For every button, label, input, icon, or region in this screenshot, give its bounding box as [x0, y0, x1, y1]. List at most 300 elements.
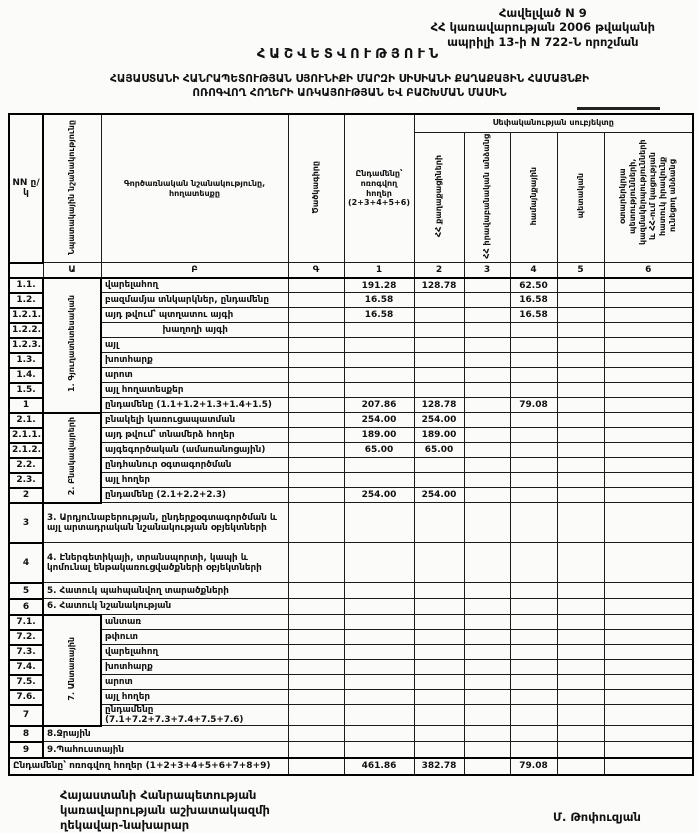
cell-total: [344, 615, 414, 630]
cell-foreign: [604, 353, 693, 368]
cell-citizens: 189.00: [414, 428, 464, 443]
row-label: 8.Ջրային: [43, 726, 288, 742]
cell-citizens: [414, 645, 464, 660]
letter-cell-4: 4: [510, 263, 557, 278]
cell-state: [557, 338, 604, 353]
cell-legal: [464, 473, 510, 488]
row-nn: 7: [9, 705, 43, 726]
cell-community: [510, 458, 557, 473]
cell-code: [288, 323, 344, 338]
cell-community: [510, 705, 557, 726]
cell-legal: [464, 398, 510, 413]
cell-code: [288, 660, 344, 675]
row-label: 3. Արդյունաբերության, ընդերքօգտագործման և այլ արտադրական նշանակության օբյեկտների: [43, 503, 288, 543]
table-row: [9, 323, 693, 338]
cell-citizens: 65.00: [414, 443, 464, 458]
row-label: արոտ: [101, 675, 288, 690]
row-label: արոտ: [101, 368, 288, 383]
cell-state: [557, 630, 604, 645]
cell-code: [288, 293, 344, 308]
header-purpose: [43, 114, 101, 263]
cell-legal: [464, 630, 510, 645]
row-nn: 1.4.: [9, 368, 43, 383]
cell-citizens: [414, 705, 464, 726]
row-label: ընդամենը (2.1+2.2+2.3): [101, 488, 288, 503]
cell-code: [288, 428, 344, 443]
cell-citizens: [414, 690, 464, 705]
table-row: [9, 413, 693, 428]
cell-legal: [464, 413, 510, 428]
cell-state: [557, 383, 604, 398]
cell-foreign: [604, 488, 693, 503]
cell-state: [557, 278, 604, 293]
cell-state: [557, 726, 604, 742]
cell-total: [344, 353, 414, 368]
cell-citizens: 128.78: [414, 398, 464, 413]
table-row-subtotal: [9, 705, 693, 726]
cell-community: [510, 488, 557, 503]
cell-community: [510, 413, 557, 428]
cell-foreign: [604, 278, 693, 293]
table-row: [9, 428, 693, 443]
section-label-agricultural-text: 1. Գյուղատնտեսական: [67, 295, 76, 393]
cell-legal: [464, 615, 510, 630]
header-nn: NN ը/կ: [9, 114, 43, 263]
cell-community: [510, 615, 557, 630]
row-nn: 7.4.: [9, 660, 43, 675]
letter-cell-6: 6: [604, 263, 693, 278]
row-nn: 2.1.: [9, 413, 43, 428]
cell-legal: [464, 503, 510, 543]
cell-citizens: [414, 458, 464, 473]
cell-foreign: [604, 413, 693, 428]
row-nn: 7.5.: [9, 675, 43, 690]
cell-legal: [464, 660, 510, 675]
row-nn: 3: [9, 503, 43, 543]
row-nn: 1.2.2.: [9, 323, 43, 338]
letter-cell-g: Գ: [288, 263, 344, 278]
cell-code: [288, 443, 344, 458]
cell-community: [510, 443, 557, 458]
cell-legal: [464, 323, 510, 338]
cell-community: [510, 660, 557, 675]
row-nn: 6: [9, 599, 43, 615]
header-purpose-text: Նպատակային նշանակությունը: [67, 119, 77, 255]
cell-legal: [464, 675, 510, 690]
signatory-name: Մ. Թոփուզյան: [553, 810, 641, 824]
table-row-grand-total: [9, 758, 693, 775]
row-nn: 1.2.: [9, 293, 43, 308]
cell-state: [557, 473, 604, 488]
cell-code: [288, 368, 344, 383]
cell-total: 191.28: [344, 278, 414, 293]
cell-code: [288, 758, 344, 775]
row-nn: 1: [9, 398, 43, 413]
cell-community: [510, 599, 557, 615]
row-label: խոտհարք: [101, 660, 288, 675]
row-label: 6. Հատուկ նշանակության: [43, 599, 288, 615]
page-title: ՀԱՇՎԵՏՎՈՒԹՅՈՒՆ: [256, 47, 443, 62]
cell-state: [557, 543, 604, 583]
cell-foreign: [604, 473, 693, 488]
row-label: 5. Հատուկ պահպանվող տարածքների: [43, 583, 288, 599]
cell-total: [344, 583, 414, 599]
cell-code: [288, 543, 344, 583]
subtitle-line-1: ՀԱՅԱՍՏԱՆԻ ՀԱՆՐԱՊԵՏՈՒԹՅԱՆ ՍՅՈՒՆԻՔԻ ՄԱՐԶԻ ՍԻՍԻԱՆԻ ՔԱՂԱՔԱՅԻՆ ՀԱՄԱՅՆՔԻ: [110, 73, 589, 85]
cell-citizens: [414, 660, 464, 675]
table-row: [9, 742, 693, 758]
cell-code: [288, 705, 344, 726]
cell-code: [288, 583, 344, 599]
row-nn: 1.2.3.: [9, 338, 43, 353]
cell-state: [557, 308, 604, 323]
table-row: [9, 368, 693, 383]
header-owner-state-text: պետական: [575, 173, 585, 219]
cell-community: [510, 675, 557, 690]
cell-citizens: [414, 503, 464, 543]
cell-total: 65.00: [344, 443, 414, 458]
table-row: [9, 278, 693, 293]
header-owner-legal-text: ՀՀ իրավաբանական անձանց: [482, 133, 491, 259]
page-subtitle: [0, 72, 699, 100]
table-row-subtotal: [9, 488, 693, 503]
cell-state: [557, 645, 604, 660]
cell-foreign: [604, 675, 693, 690]
table-row: [9, 630, 693, 645]
appendix-line-1: Հավելված N 9: [498, 6, 587, 20]
cell-foreign: [604, 383, 693, 398]
cell-foreign: [604, 705, 693, 726]
cell-foreign: [604, 690, 693, 705]
cell-code: [288, 458, 344, 473]
section-label-agricultural: [43, 278, 101, 413]
cell-code: [288, 690, 344, 705]
cell-citizens: [414, 293, 464, 308]
cell-state: [557, 583, 604, 599]
header-owner-citizens: [414, 132, 464, 263]
section-label-settlements: [43, 413, 101, 503]
cell-legal: [464, 458, 510, 473]
cell-code: [288, 726, 344, 742]
cell-community: [510, 503, 557, 543]
cell-citizens: [414, 630, 464, 645]
row-nn: 7.1.: [9, 615, 43, 630]
cell-total: 254.00: [344, 488, 414, 503]
table-row: [9, 458, 693, 473]
header-owner-foreign-text: օտարերկրյա պետությունների, կազմակերպությունների և ՀՀ-ում կացության հատուկ իրավունք ունեցող անձանց: [618, 139, 678, 245]
table-row: [9, 615, 693, 630]
table-header-row-1: [9, 114, 693, 132]
cell-code: [288, 630, 344, 645]
cell-total: [344, 338, 414, 353]
letter-cell-b: Բ: [101, 263, 288, 278]
cell-legal: [464, 599, 510, 615]
cell-legal: [464, 293, 510, 308]
row-nn: 2: [9, 488, 43, 503]
cell-total: [344, 368, 414, 383]
row-label: այգեգործական (ամառանոցային): [101, 443, 288, 458]
cell-citizens: [414, 383, 464, 398]
row-label: անտառ: [101, 615, 288, 630]
grand-total-label: Ընդամենը՝ ոռոգվող հողեր (1+2+3+4+5+6+7+8+9): [9, 758, 288, 775]
cell-code: [288, 645, 344, 660]
letter-cell-blank: [9, 263, 43, 278]
cell-code: [288, 488, 344, 503]
cell-total: 461.86: [344, 758, 414, 775]
row-label: թփուտ: [101, 630, 288, 645]
cell-state: [557, 368, 604, 383]
signatory-line-2: կառավարության աշխատակազմի: [60, 802, 270, 817]
section-label-forest-text: 7. Անտառային: [67, 637, 76, 701]
cell-foreign: [604, 293, 693, 308]
cell-state: [557, 458, 604, 473]
cell-state: [557, 675, 604, 690]
table-row: [9, 383, 693, 398]
cell-legal: [464, 645, 510, 660]
appendix-line-3: ապրիլի 13-ի N 722-Ն որոշման: [447, 34, 639, 49]
row-nn: 7.3.: [9, 645, 43, 660]
header-owner-foreign: [604, 132, 693, 263]
cell-citizens: [414, 543, 464, 583]
cell-foreign: [604, 308, 693, 323]
cell-total: [344, 630, 414, 645]
cell-legal: [464, 488, 510, 503]
cell-community: 16.58: [510, 308, 557, 323]
cell-legal: [464, 278, 510, 293]
cell-total: [344, 599, 414, 615]
row-label: խաղողի այգի: [101, 323, 288, 338]
subtitle-line-2: ՈՌՈԳՎՈՂ ՀՈՂԵՐԻ ԱՌԿԱՅՈՒԹՅԱՆ ԵՎ ԲԱՇԽՄԱՆ ՄԱՍԻՆ: [192, 87, 507, 100]
cell-legal: [464, 543, 510, 583]
cell-state: [557, 323, 604, 338]
header-owner-citizens-text: ՀՀ քաղաքացիների: [434, 154, 443, 237]
header-ownership-group: Սեփականության սուբյեկտը: [414, 114, 693, 132]
cell-legal: [464, 443, 510, 458]
cell-state: [557, 353, 604, 368]
row-label: վարելահող: [101, 278, 288, 293]
row-nn: 5: [9, 583, 43, 599]
cell-total: 189.00: [344, 428, 414, 443]
cell-total: [344, 690, 414, 705]
row-nn: 7.6.: [9, 690, 43, 705]
row-nn: 1.5.: [9, 383, 43, 398]
table-row: [9, 543, 693, 583]
cell-state: [557, 742, 604, 758]
cell-code: [288, 278, 344, 293]
cell-total: [344, 503, 414, 543]
row-nn: 4: [9, 543, 43, 583]
cell-total: [344, 645, 414, 660]
cell-code: [288, 338, 344, 353]
cell-foreign: [604, 443, 693, 458]
cell-total: [344, 660, 414, 675]
cell-community: [510, 726, 557, 742]
header-code: [288, 114, 344, 263]
cell-foreign: [604, 758, 693, 775]
cell-foreign: [604, 660, 693, 675]
row-label: բազմամյա տնկարկներ, ընդամենը: [101, 293, 288, 308]
row-nn: 7.2.: [9, 630, 43, 645]
cell-citizens: [414, 599, 464, 615]
signatory-line-1: Հայաստանի Հանրապետության: [60, 788, 257, 802]
cell-citizens: [414, 615, 464, 630]
cell-citizens: 254.00: [414, 488, 464, 503]
cell-legal: [464, 308, 510, 323]
cell-total: [344, 383, 414, 398]
header-owner-state: [557, 132, 604, 263]
cell-state: [557, 443, 604, 458]
cell-foreign: [604, 583, 693, 599]
cell-code: [288, 742, 344, 758]
letter-cell-2: 2: [414, 263, 464, 278]
cell-state: [557, 599, 604, 615]
cell-legal: [464, 428, 510, 443]
cell-code: [288, 599, 344, 615]
cell-community: 79.08: [510, 398, 557, 413]
cell-total: 16.58: [344, 308, 414, 323]
row-label: այդ թվում՝ պտղատու այգի: [101, 308, 288, 323]
cell-code: [288, 615, 344, 630]
cell-foreign: [604, 428, 693, 443]
table-row: [9, 503, 693, 543]
header-owner-legal: [464, 132, 510, 263]
cell-total: [344, 543, 414, 583]
header-owner-community: [510, 132, 557, 263]
row-label: 9.Պահուստային: [43, 742, 288, 758]
cell-foreign: [604, 398, 693, 413]
row-nn: 9: [9, 742, 43, 758]
cell-legal: [464, 758, 510, 775]
row-nn: 2.2.: [9, 458, 43, 473]
row-nn: 2.1.1.: [9, 428, 43, 443]
cell-community: [510, 645, 557, 660]
cell-citizens: [414, 308, 464, 323]
row-label: խոտհարք: [101, 353, 288, 368]
cell-foreign: [604, 458, 693, 473]
cell-foreign: [604, 630, 693, 645]
cell-state: [557, 615, 604, 630]
cell-community: [510, 338, 557, 353]
row-label: այլ հողեր: [101, 473, 288, 488]
cell-state: [557, 293, 604, 308]
cell-foreign: [604, 599, 693, 615]
irrigated-lands-table: [8, 113, 694, 776]
cell-community: 79.08: [510, 758, 557, 775]
cell-state: [557, 660, 604, 675]
cell-foreign: [604, 503, 693, 543]
row-label: այլ հողեր: [101, 690, 288, 705]
appendix-line-2: ՀՀ կառավարության 2006 թվականի: [430, 20, 655, 35]
cell-foreign: [604, 645, 693, 660]
row-nn: 1.2.1.: [9, 308, 43, 323]
column-letter-row: [9, 263, 693, 278]
cell-foreign: [604, 726, 693, 742]
table-row: [9, 645, 693, 660]
cell-community: [510, 428, 557, 443]
cell-citizens: 382.78: [414, 758, 464, 775]
cell-code: [288, 398, 344, 413]
header-total-irrigated: Ընդամենը՝ ոռոգվող հողեր (2+3+4+5+6): [344, 114, 414, 263]
cell-community: 62.50: [510, 278, 557, 293]
cell-total: [344, 705, 414, 726]
cell-legal: [464, 742, 510, 758]
cell-foreign: [604, 615, 693, 630]
cell-foreign: [604, 323, 693, 338]
cell-legal: [464, 338, 510, 353]
cell-legal: [464, 368, 510, 383]
table-row: [9, 726, 693, 742]
signatory-title-block: [60, 788, 270, 833]
cell-state: [557, 705, 604, 726]
header-owner-community-text: համայնքային: [528, 166, 538, 226]
cell-community: [510, 323, 557, 338]
letter-cell-a: Ա: [43, 263, 101, 278]
cell-community: [510, 473, 557, 488]
row-nn: 1.3.: [9, 353, 43, 368]
table-row: [9, 443, 693, 458]
cell-citizens: [414, 583, 464, 599]
cell-foreign: [604, 338, 693, 353]
cell-community: [510, 583, 557, 599]
cell-citizens: [414, 338, 464, 353]
cell-total: [344, 458, 414, 473]
cell-community: [510, 368, 557, 383]
letter-cell-1: 1: [344, 263, 414, 278]
section-label-forest: [43, 615, 101, 726]
row-nn: 2.1.2.: [9, 443, 43, 458]
letter-cell-3: 3: [464, 263, 510, 278]
section-label-settlements-text: 2. Բնակավայրերի: [67, 417, 76, 496]
table-row: [9, 583, 693, 599]
cell-total: [344, 726, 414, 742]
table-row: [9, 675, 693, 690]
cell-legal: [464, 690, 510, 705]
cell-state: [557, 413, 604, 428]
cell-foreign: [604, 543, 693, 583]
cell-code: [288, 353, 344, 368]
row-label: ընդամենը (7.1+7.2+7.3+7.4+7.5+7.6): [101, 705, 288, 726]
appendix-block: [431, 6, 655, 49]
cell-community: [510, 630, 557, 645]
table-row: [9, 690, 693, 705]
table-row: [9, 293, 693, 308]
table-row: [9, 599, 693, 615]
cell-citizens: [414, 323, 464, 338]
cell-community: [510, 543, 557, 583]
row-label: ընդամենը (1.1+1.2+1.3+1.4+1.5): [101, 398, 288, 413]
cell-legal: [464, 583, 510, 599]
cell-code: [288, 473, 344, 488]
row-label: ընդհանուր օգտագործման: [101, 458, 288, 473]
table-row: [9, 660, 693, 675]
cell-code: [288, 308, 344, 323]
cell-total: 254.00: [344, 413, 414, 428]
cell-legal: [464, 353, 510, 368]
cell-total: [344, 323, 414, 338]
cell-community: [510, 353, 557, 368]
row-nn: 1.1.: [9, 278, 43, 293]
cell-code: [288, 383, 344, 398]
table-row: [9, 473, 693, 488]
header-code-text: Ծածկագիրը: [311, 160, 320, 214]
row-label: այդ թվում՝ տնամերձ հողեր: [101, 428, 288, 443]
cell-citizens: [414, 675, 464, 690]
cell-citizens: [414, 473, 464, 488]
table-row-subtotal: [9, 398, 693, 413]
cell-total: [344, 473, 414, 488]
cell-state: [557, 758, 604, 775]
cell-total: 16.58: [344, 293, 414, 308]
